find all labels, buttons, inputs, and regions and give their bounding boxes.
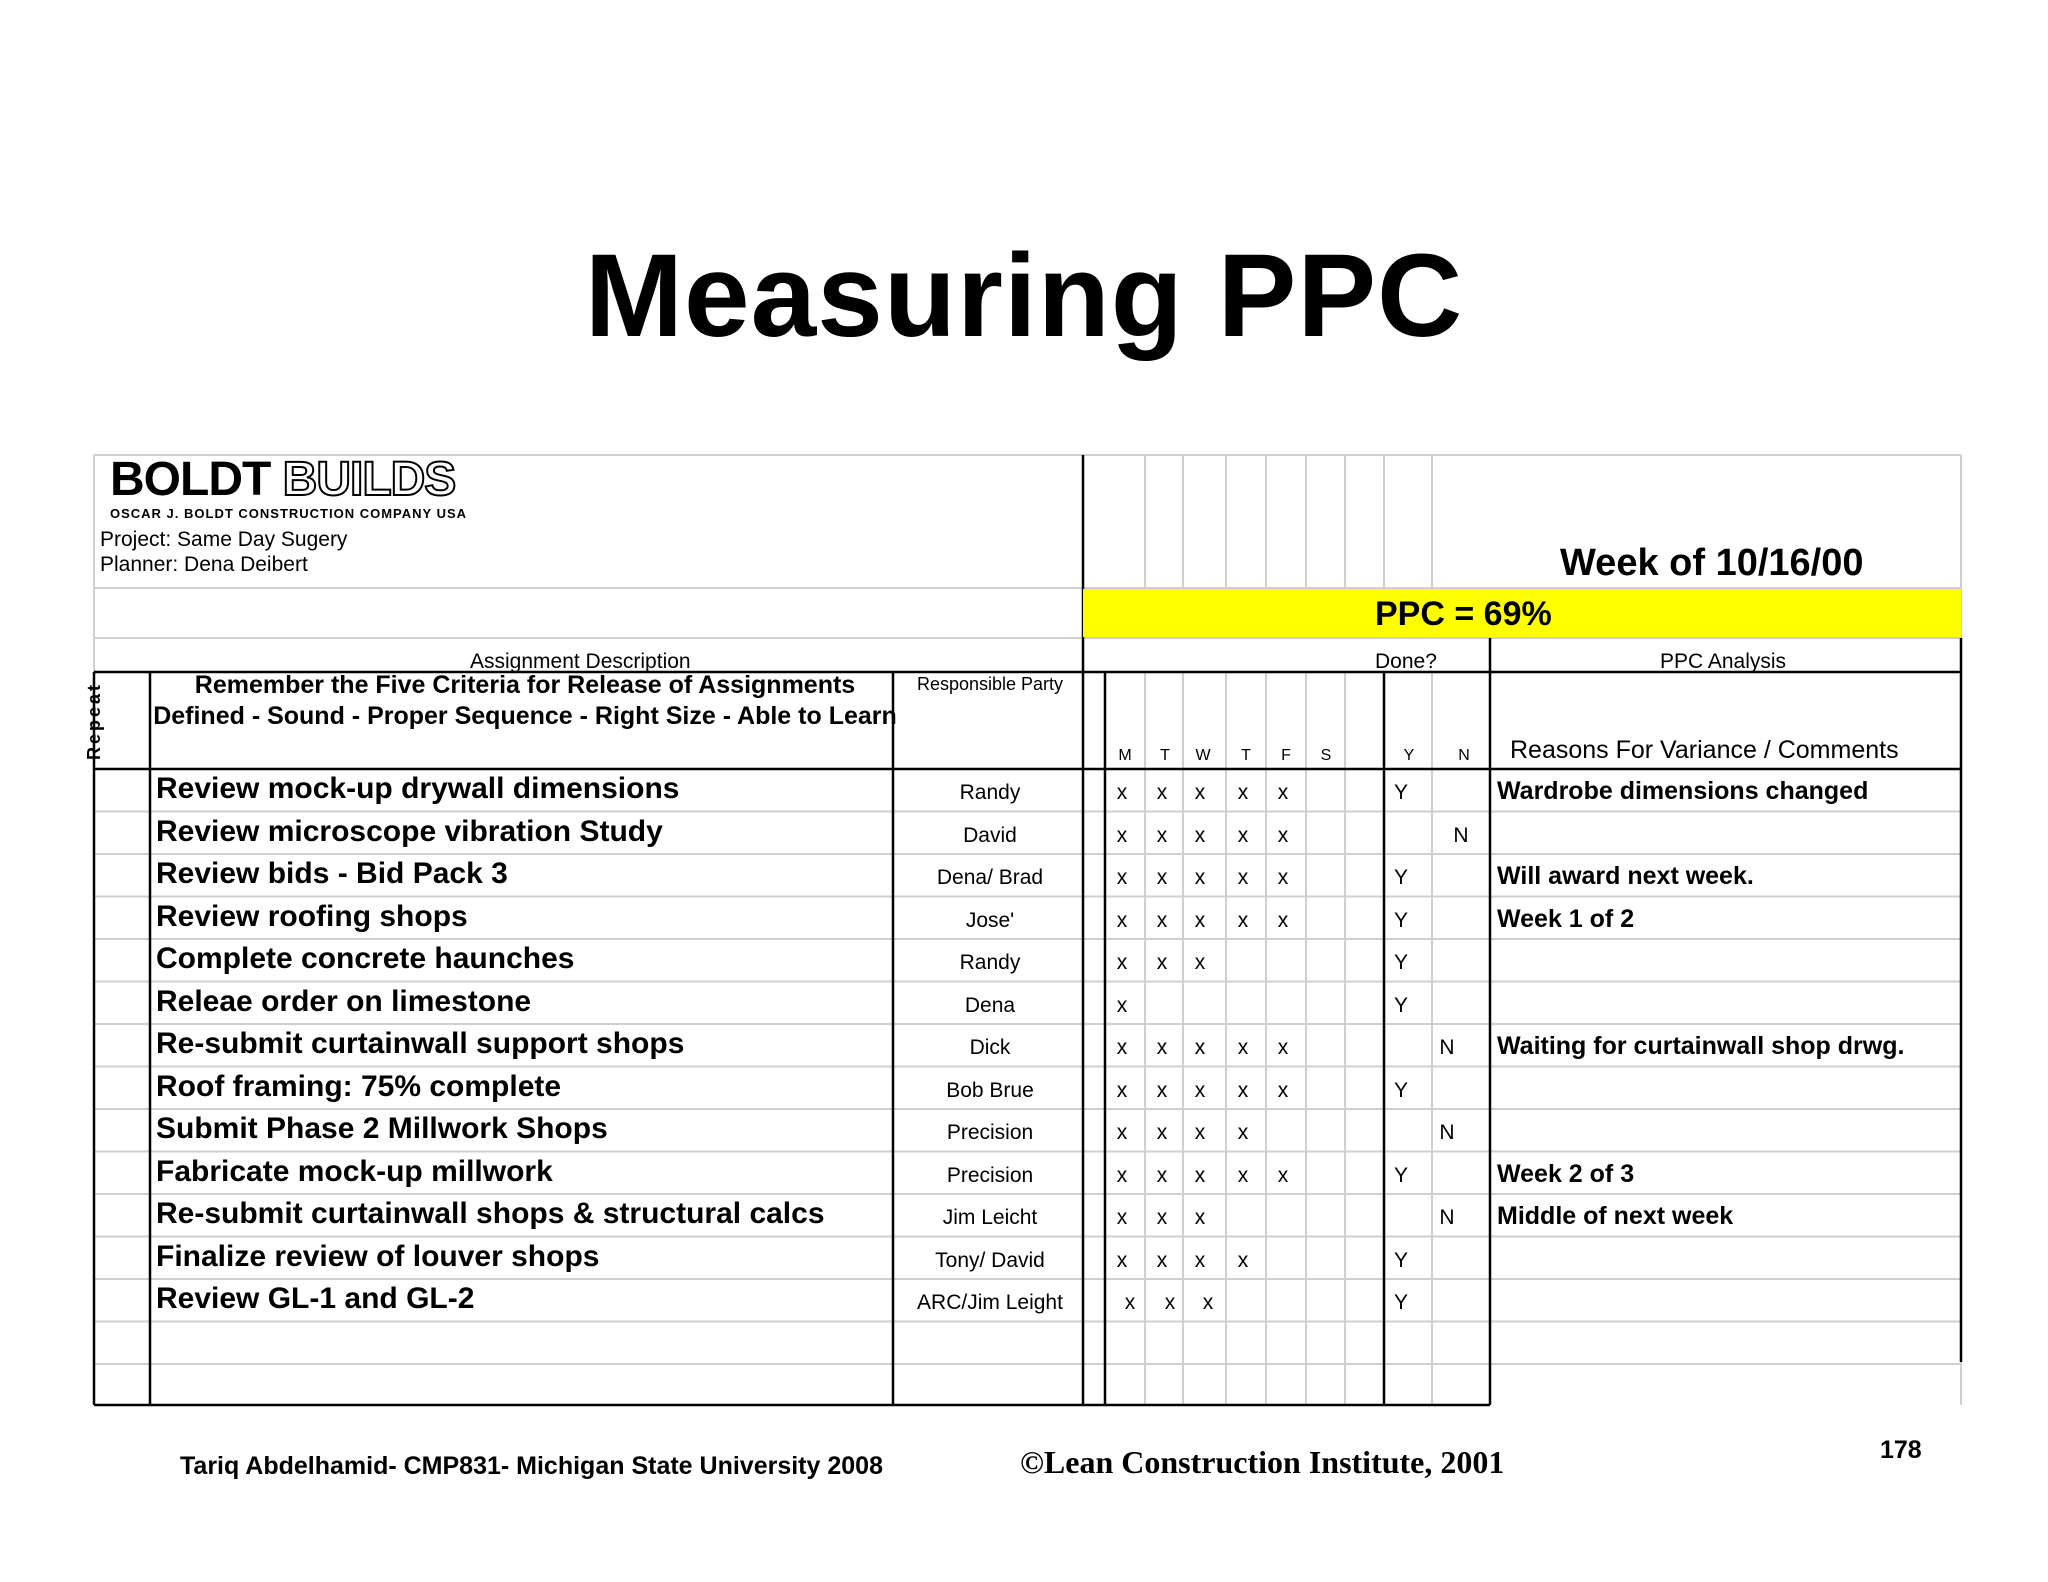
day-mark: x: [1116, 908, 1128, 932]
done-yes: Y: [1393, 781, 1408, 804]
page-title: Measuring PPC: [584, 230, 1464, 362]
done-no: N: [1439, 1206, 1455, 1229]
responsible-party: Jose': [965, 908, 1015, 932]
day-mark: x: [1116, 1078, 1128, 1102]
task-description: Review mock-up drywall dimensions: [156, 772, 680, 805]
day-header: S: [1320, 747, 1332, 764]
footer-copyright: ©Lean Construction Institute, 2001: [1020, 1444, 1505, 1480]
day-mark: x: [1237, 908, 1249, 932]
responsible-party: Dena/ Brad: [936, 866, 1044, 889]
day-mark: x: [1194, 908, 1206, 932]
done-yes: Y: [1393, 1078, 1408, 1102]
responsible-party: Jim Leicht: [942, 1206, 1038, 1229]
task-description: Re-submit curtainwall shops & structural calcs: [156, 1197, 825, 1230]
done-header: Done?: [1375, 650, 1437, 673]
responsible-party: Bob Brue: [946, 1078, 1034, 1102]
done-no: N: [1453, 823, 1469, 847]
day-header: T: [1160, 747, 1170, 764]
reasons-header: Reasons For Variance / Comments: [1510, 736, 1899, 764]
day-mark: x: [1194, 1248, 1206, 1272]
responsible-party: Precision: [946, 1121, 1034, 1144]
task-description: Review GL-1 and GL-2: [156, 1282, 475, 1315]
done-yes: Y: [1393, 1163, 1408, 1187]
day-header: F: [1281, 747, 1291, 764]
done-yes: Y: [1393, 908, 1408, 932]
footer-credit: Tariq Abdelhamid- CMP831- Michigan State University 2008: [180, 1452, 883, 1480]
task-description: Releae order on limestone: [156, 984, 532, 1018]
task-description: Review roofing shops: [156, 899, 468, 933]
day-mark: x: [1277, 908, 1289, 932]
task-description: Submit Phase 2 Millwork Shops: [156, 1112, 608, 1145]
variance-comment: Will award next week.: [1497, 862, 1754, 890]
responsible-header: Responsible Party: [916, 674, 1064, 694]
day-mark: x: [1194, 1163, 1206, 1187]
variance-comment: Middle of next week: [1497, 1202, 1734, 1230]
day-mark: x: [1156, 1248, 1168, 1272]
yes-header: Y: [1403, 747, 1415, 764]
analysis-header: PPC Analysis: [1660, 650, 1787, 673]
variance-comment: Week 1 of 2: [1497, 904, 1635, 933]
day-mark: x: [1237, 823, 1249, 847]
day-mark: x: [1277, 823, 1289, 847]
done-yes: Y: [1393, 993, 1408, 1017]
variance-comment: Waiting for curtainwall shop drwg.: [1497, 1032, 1905, 1060]
day-mark: x: [1277, 1163, 1289, 1187]
day-mark: x: [1237, 1121, 1249, 1144]
responsible-party: Tony/ David: [935, 1248, 1045, 1272]
day-mark: x: [1202, 1291, 1214, 1314]
day-header: M: [1118, 747, 1132, 764]
day-mark: x: [1116, 951, 1128, 974]
day-mark: x: [1116, 866, 1128, 889]
responsible-party: David: [963, 823, 1017, 847]
day-mark: x: [1237, 1248, 1249, 1272]
day-mark: x: [1156, 908, 1168, 932]
task-description: Complete concrete haunches: [156, 942, 575, 975]
responsible-party: Randy: [959, 951, 1021, 974]
variance-comment: Wardrobe dimensions changed: [1497, 777, 1869, 805]
responsible-party: ARC/Jim Leight: [917, 1291, 1063, 1314]
day-mark: x: [1116, 1163, 1128, 1187]
done-yes: Y: [1393, 951, 1408, 974]
responsible-party: Precision: [946, 1163, 1034, 1187]
day-header: T: [1241, 747, 1251, 764]
done-yes: Y: [1393, 1248, 1408, 1272]
project-label: Project: Same Day Sugery: [100, 528, 348, 551]
variance-comment: Week 2 of 3: [1497, 1159, 1635, 1188]
task-description: Fabricate mock-up millwork: [156, 1154, 553, 1188]
responsible-party: Dick: [969, 1036, 1011, 1059]
day-header: W: [1195, 747, 1211, 764]
day-mark: x: [1194, 1078, 1206, 1102]
done-no: N: [1439, 1121, 1455, 1144]
task-description: Finalize review of louver shops: [156, 1239, 600, 1273]
day-mark: x: [1156, 951, 1168, 974]
day-mark: x: [1116, 781, 1128, 804]
day-mark: x: [1156, 1121, 1168, 1144]
day-mark: x: [1237, 1163, 1249, 1187]
day-mark: x: [1116, 993, 1128, 1017]
day-mark: x: [1156, 1163, 1168, 1187]
day-mark: x: [1237, 866, 1249, 889]
day-mark: x: [1116, 1206, 1128, 1229]
day-mark: x: [1156, 1078, 1168, 1102]
day-mark: x: [1194, 1036, 1206, 1059]
responsible-party: Randy: [959, 781, 1021, 804]
day-mark: x: [1116, 1036, 1128, 1059]
day-mark: x: [1116, 823, 1128, 847]
day-mark: x: [1194, 823, 1206, 847]
repeat-header: Repeat: [84, 681, 104, 760]
ppc-value: PPC = 69%: [1375, 595, 1552, 633]
day-mark: x: [1124, 1291, 1136, 1314]
day-mark: x: [1156, 1036, 1168, 1059]
day-mark: x: [1277, 781, 1289, 804]
page-number: 178: [1880, 1436, 1922, 1464]
day-mark: x: [1194, 1206, 1206, 1229]
day-mark: x: [1116, 1121, 1128, 1144]
day-mark: x: [1277, 1078, 1289, 1102]
boldt-logo: BOLDT BUILDS OSCAR J. BOLDT CONSTRUCTION COMPANY USA: [110, 453, 468, 521]
day-mark: x: [1277, 866, 1289, 889]
no-header: N: [1458, 747, 1470, 764]
day-mark: x: [1194, 951, 1206, 974]
task-description: Review bids - Bid Pack 3: [156, 857, 508, 890]
day-mark: x: [1277, 1036, 1289, 1059]
day-mark: x: [1237, 1078, 1249, 1102]
task-description: Review microscope vibration Study: [156, 814, 663, 848]
done-no: N: [1439, 1036, 1455, 1059]
day-mark: x: [1194, 866, 1206, 889]
day-mark: x: [1116, 1248, 1128, 1272]
task-description: Re-submit curtainwall support shops: [156, 1027, 685, 1060]
planner-label: Planner: Dena Deibert: [100, 553, 308, 576]
done-yes: Y: [1393, 1291, 1408, 1314]
week-label: Week of 10/16/00: [1560, 542, 1864, 584]
responsible-party: Dena: [964, 993, 1016, 1017]
day-mark: x: [1156, 866, 1168, 889]
day-mark: x: [1156, 1206, 1168, 1229]
day-mark: x: [1156, 823, 1168, 847]
task-description: Roof framing: 75% complete: [156, 1069, 562, 1103]
done-yes: Y: [1393, 866, 1408, 889]
day-mark: x: [1194, 1121, 1206, 1144]
day-mark: x: [1237, 1036, 1249, 1059]
day-mark: x: [1237, 781, 1249, 804]
day-mark: x: [1194, 781, 1206, 804]
day-mark: x: [1156, 781, 1168, 804]
assignment-header: Assignment Description: [470, 650, 691, 673]
day-mark: x: [1164, 1291, 1176, 1314]
criteria-header: Remember the Five Criteria for Release of Assignments Defined - Sound - Proper Sequence - Right Size - Able to Learn: [153, 671, 897, 730]
